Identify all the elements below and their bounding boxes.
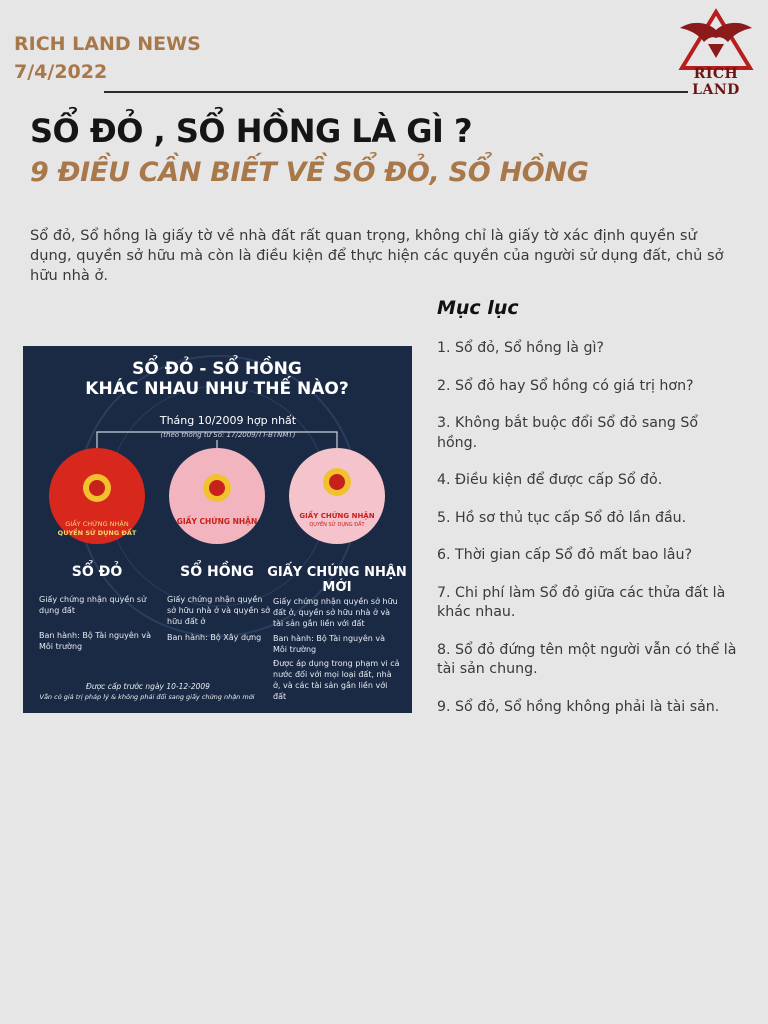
col3-desc: Giấy chứng nhận quyền sở hữu đất ở, quyền sở hữu nhà ở và tài sản gắn liền với đất bbox=[273, 597, 398, 628]
seal-3-text: GIẤY CHỨNG NHẬN bbox=[299, 512, 375, 520]
comparison-infographic bbox=[23, 346, 412, 713]
col2-desc: Giấy chứng nhận quyền sở hữu nhà ở và quyền sở hữu đất ở bbox=[167, 595, 271, 626]
toc-item[interactable]: 3. Không bắt buộc đổi Sổ đỏ sang Sổ hồng. bbox=[437, 415, 699, 451]
logo-text: RICH LAND bbox=[692, 66, 740, 98]
infographic-title-2: KHÁC NHAU NHƯ THẾ NÀO? bbox=[85, 379, 349, 399]
toc-item[interactable]: 2. Sổ đỏ hay Sổ hồng có giá trị hơn? bbox=[437, 377, 694, 394]
merge-label: Tháng 10/2009 hợp nhất bbox=[159, 414, 297, 427]
infographic-title-1: SỔ ĐỎ - SỔ HỒNG bbox=[132, 359, 302, 379]
seal-1-text: GIẤY CHỨNG NHẬN bbox=[65, 520, 129, 528]
col3-heading-1: GIẤY CHỨNG NHẬN bbox=[267, 565, 407, 580]
col2-heading: SỔ HỒNG bbox=[180, 564, 254, 580]
toc-title: Mục lục bbox=[437, 297, 519, 319]
article-title: SỔ ĐỎ , SỔ HỒNG LÀ GÌ ? bbox=[30, 112, 473, 150]
footer-note-2: Vẫn có giá trị pháp lý & không phải đổi sang giấy chứng nhận mới bbox=[39, 693, 255, 701]
publish-date: 7/4/2022 bbox=[14, 61, 108, 83]
toc-item[interactable]: 1. Sổ đỏ, Sổ hồng là gì? bbox=[437, 340, 604, 356]
brand-block bbox=[14, 30, 201, 86]
col3-scope: Được áp dụng trong phạm vi cả nước đối với mọi loại đất, nhà ở, và các tài sản gắn liền với đất bbox=[273, 659, 400, 701]
so-do-seal bbox=[49, 448, 145, 544]
new-cert-seal bbox=[289, 448, 385, 544]
col1-desc: Giấy chứng nhận quyền sử dụng đất bbox=[39, 595, 147, 615]
so-hong-seal bbox=[169, 448, 265, 544]
toc-item[interactable]: 8. Sổ đỏ đứng tên một người vẫn có thể là tài sản chung. bbox=[437, 641, 737, 677]
col3-issuer: Ban hành: Bộ Tài nguyên và Môi trường bbox=[273, 634, 386, 654]
merge-note: (theo thông tư Số: 17/2009/TT-BTNMT) bbox=[160, 431, 296, 439]
header-divider bbox=[104, 91, 688, 93]
seal-2-text: GIẤY CHỨNG NHẬN bbox=[176, 517, 258, 526]
toc-item[interactable]: 7. Chi phí làm Sổ đỏ giữa các thửa đất là khác nhau. bbox=[437, 584, 726, 620]
toc-item[interactable]: 4. Điều kiện để được cấp Sổ đỏ. bbox=[437, 472, 663, 488]
toc-item[interactable]: 5. Hồ sơ thủ tục cấp Sổ đỏ lần đầu. bbox=[437, 509, 687, 526]
footer-note-1: Được cấp trước ngày 10-12-2009 bbox=[86, 682, 210, 691]
table-of-contents bbox=[437, 339, 737, 735]
seal-3-subtext: QUYỀN SỬ DỤNG ĐẤT bbox=[309, 522, 365, 528]
brand-name: RICH LAND NEWS bbox=[14, 33, 201, 55]
col1-heading: SỔ ĐỎ bbox=[71, 564, 123, 580]
col1-issuer: Ban hành: Bộ Tài nguyên và Môi trường bbox=[39, 631, 152, 651]
toc-item[interactable]: 6. Thời gian cấp Sổ đỏ mất bao lâu? bbox=[437, 547, 693, 563]
toc-item[interactable]: 9. Sổ đỏ, Sổ hồng không phải là tài sản. bbox=[437, 698, 720, 715]
article-subtitle: 9 ĐIỀU CẦN BIẾT VỀ SỔ ĐỎ, SỔ HỒNG bbox=[30, 157, 589, 188]
seal-1-subtext: QUYỀN SỬ DỤNG ĐẤT bbox=[57, 529, 137, 537]
col3-heading-2: MỚI bbox=[322, 580, 352, 595]
col2-issuer: Ban hành: Bộ Xây dựng bbox=[167, 633, 262, 642]
intro-paragraph: Sổ đỏ, Sổ hồng là giấy tờ về nhà đất rất quan trọng, không chỉ là giấy tờ xác định quyền sử dụng, quyền sở hữu mà còn là điều kiện để thực hiện các quyền của người sử dụng đất, chủ sở hữu nhà ở. bbox=[30, 227, 724, 284]
